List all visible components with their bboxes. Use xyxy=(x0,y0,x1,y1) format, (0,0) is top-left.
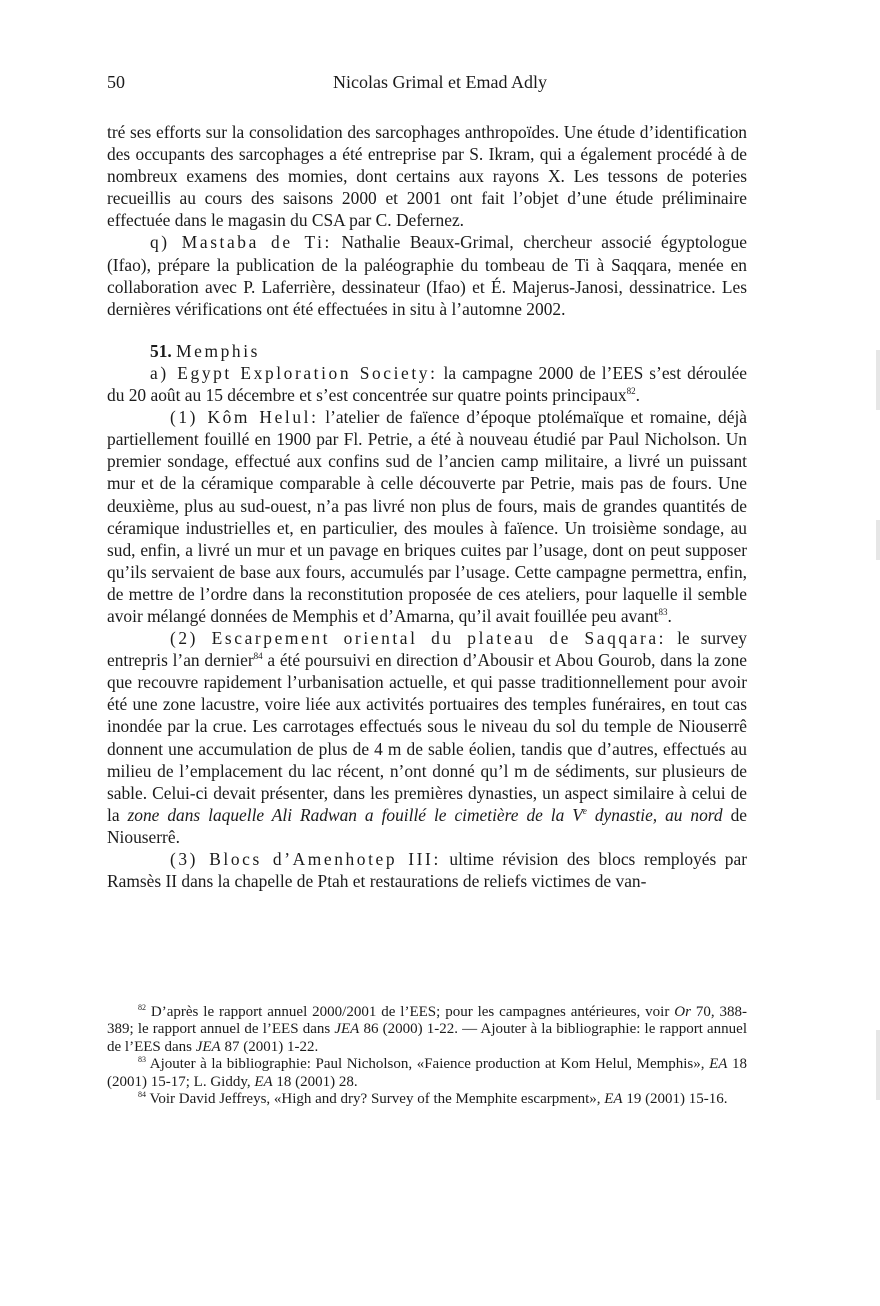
heading-mastaba-de-ti: q) Mastaba de Ti: xyxy=(150,232,332,253)
running-title: Nicolas Grimal et Emad Adly xyxy=(333,72,547,92)
paragraph-escarpement-oriental: (2) Escarpement oriental du plateau de Saqqara: le survey entrepris l’an dernier$^{84}$ a été poursuivi en direction d’Abousir et Abou Gourob, dans la zone que recouvre rapidement l’urbanisation actuelle, et qui passe traditionnellement pour avoir été une zone lacustre, voire liée aux activités portuaires des temples funéraires, en tout cas inondée par la crue. Les carrotages effectués sous le niveau du sol du temple de Niouserrê donnent une accumulation de plus de 4 m de sable éolien, tandis que d’autres, effectués au milieu de l’emplacement du lac récent, n’ont donné qu’l m de sédiments, sur plusieurs de sable. Celui-ci devait présenter, dans les premières dynasties, un aspect similaire à celui de la zone dans laquelle Ali Radwan a fouillé le cimetière de la Ve dynastie, au nord de Niouserrê. xyxy=(107,628,747,847)
footnote-82: $^{82}$ D’après le rapport annuel 2000/2001 de l’EES; pour les campagnes antérieures, voir Or 70, 388-389; le rapport annuel de l’EES dans JEA 86 (2000) 1-22. — Ajouter à la bibliographie: le rapport annuel de l’EES dans JEA 87 (2001) 1-22. xyxy=(107,1003,748,1055)
paragraph-kom-helul: (1) Kôm Helul: l’atelier de faïence d’époque ptolémaïque et romaine, déjà partiellement fouillé en 1900 par Fl. Petrie, a été à nouveau étudié par Paul Nicholson. Un premier sondage, effectué aux confins sud de l’ancien camp militaire, a livré un puissant mur et de la céramique comparable à celle découverte par Petrie, mais pas de fours. Une deuxième, plus au sud-ouest, n’a pas livré non plus de fours, mais de grandes quantités de céramique industrielles et, en particulier, des moules à faïence. Un troisième sondage, au sud, enfin, a livré un mur et un pavage en briques cuites par l’usage, dont on peut supposer qu’ils servaient de base aux fours, accumulés par l’usage. Cette campagne permettra, enfin, de mettre de l’ordre dans la reconstitution proposée de ces ateliers, pour laquelle il semble avoir mélangé données de Memphis et d’Amarna, qu’il avait fouillée peu avant$^{83}$. xyxy=(107,407,748,626)
heading-escarpement: (2) Escarpement oriental du plateau de Saqqara: xyxy=(170,628,667,649)
footnote-number: 83 xyxy=(138,1055,146,1065)
footnote-number: 84 xyxy=(138,1090,146,1100)
footnote-84: $^{84}$ Voir David Jeffreys, «High and dry? Survey of the Memphite escarpment», EA 19 (2001) 15-16. xyxy=(138,1090,728,1108)
paragraph-blocs-amenhotep: (3) Blocs d’Amenhotep III: ultime révision des blocs remployés par Ramsès II dans la chapelle de Ptah et restaurations de reliefs victimes de van- xyxy=(107,849,747,892)
footnote-number: 82 xyxy=(138,1003,146,1012)
heading-blocs-amenhotep: (3) Blocs d’Amenhotep III: xyxy=(170,849,441,869)
footnote-83: $^{83}$ Ajouter à la bibliographie: Paul Nicholson, «Faience production at Kom Helul, Memphis», EA 18 (2001) 15-17; L. Giddy, EA 18 (2001) 28. xyxy=(107,1055,747,1090)
italic-passage: zone dans laquelle Ali Radwan a fouillé le cimetière de la Ve dynastie, au nord xyxy=(127,804,723,825)
heading-kom-helul: (1) Kôm Helul: xyxy=(170,407,319,428)
footnote-ref-84[interactable]: 84 xyxy=(253,651,263,662)
paragraph-egypt-exploration-society: a) Egypt Exploration Society: la campagne 2000 de l’EES s’est déroulée du 20 août au 15 décembre et s’est concentrée sur quatre points principaux$^{82}$. xyxy=(107,362,747,406)
footnotes xyxy=(107,1004,747,1108)
section-number: 51. xyxy=(150,340,172,361)
main-text xyxy=(107,121,747,892)
paragraph-mastaba-de-ti: q) Mastaba de Ti: Nathalie Beaux-Grimal, chercheur associé égyptologue (Ifao), prépare la publication de la paléographie du tombeau de Ti à Saqqara, menée en collaboration avec P. Laferrière, dessinateur (Ifao) et É. Majerus-Janosi, dessinatrice. Les dernières vérifications ont été effectuées in situ à l’automne 2002. xyxy=(107,232,747,319)
page-number: 50 xyxy=(107,72,125,92)
paragraph-continuation: tré ses efforts sur la consolidation des sarcophages anthropoïdes. Une étude d’identification des occupants des sarcophages a été entreprise par S. Ikram, qui a également procédé à de nombreux examens des momies, dont certains aux rayons X. Les tessons de poteries recueillis au cours des saisons 2000 et 2001 ont fait l’objet d’une étude préliminaire effectuée dans le magasin du CSA par C. Defernez. xyxy=(107,122,747,231)
section-heading-memphis xyxy=(107,340,747,362)
scan-margin-mark xyxy=(876,520,880,560)
scan-margin-mark xyxy=(876,350,880,410)
scan-margin-mark xyxy=(876,1030,880,1100)
section-title: Memphis xyxy=(176,340,261,361)
heading-ees: a) Egypt Exploration Society: xyxy=(150,362,438,383)
footnote-ref-83[interactable]: 83 xyxy=(658,607,668,618)
footnote-ref-82[interactable]: 82 xyxy=(626,386,636,397)
running-header xyxy=(107,72,773,96)
